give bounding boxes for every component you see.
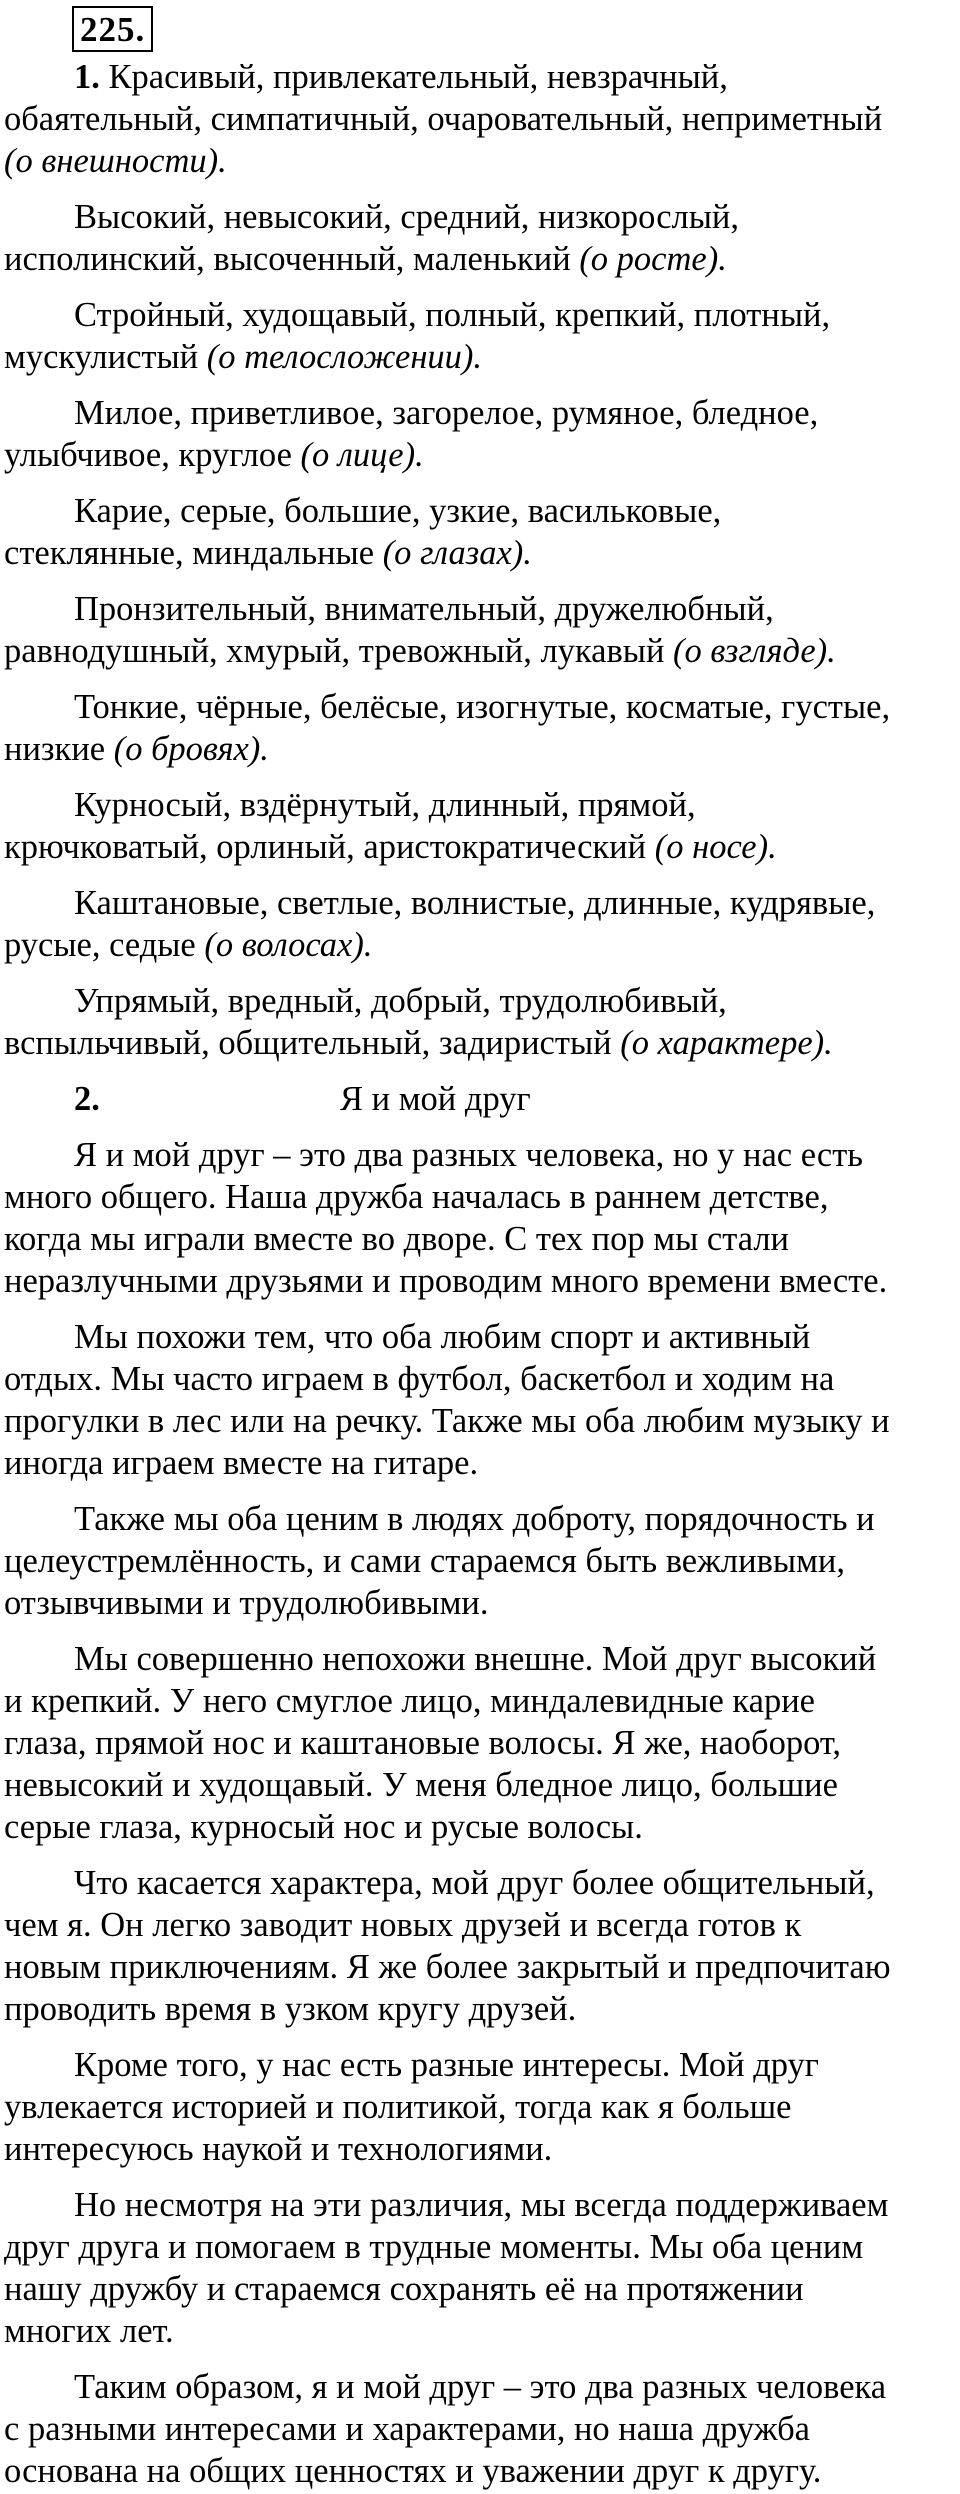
text-line: друг друга и помогаем в трудные моменты. Мы оба ценим [4, 2228, 864, 2266]
text-line: невысокий и худощавый. У меня бледное лицо, большие [4, 1766, 838, 1804]
essay-paragraph [0, 1862, 960, 2030]
text-line: 1. Красивый, привлекательный, невзрачный, [74, 58, 728, 96]
text-line: с разными интересами и характерами, но наша дружба [4, 2410, 810, 2448]
group-topic: (о росте). [579, 240, 727, 278]
text-line: много общего. Наша дружба началась в раннем детстве, [4, 1178, 829, 1216]
text-line: Также мы оба ценим в людях доброту, порядочность и [74, 1500, 875, 1538]
text-line: глаза, прямой нос и каштановые волосы. Я же, наоборот, [4, 1724, 841, 1762]
text-line: Упрямый, вредный, добрый, трудолюбивый, [74, 982, 727, 1020]
part-2-number: 2. [74, 1080, 100, 1118]
word-group [0, 784, 960, 868]
text-line: Я и мой друг – это два разных человека, но у нас есть [74, 1136, 864, 1174]
text-line: проводить время в узком кругу друзей. [4, 1990, 577, 2028]
text-line: отзывчивыми и трудолюбивыми. [4, 1584, 489, 1622]
text-line: равнодушный, хмурый, тревожный, лукавый (о взгляде). [4, 632, 836, 670]
essay-paragraph [0, 2366, 960, 2492]
text-line: когда мы играли вместе во дворе. С тех пор мы стали [4, 1220, 790, 1258]
text-line: многих лет. [4, 2312, 174, 2350]
group-topic: (о характере). [620, 1024, 833, 1062]
text-line: исполинский, высоченный, маленький (о росте). [4, 240, 727, 278]
essay-paragraph [0, 2044, 960, 2170]
text-line: крючковатый, орлиный, аристократический (о носе). [4, 828, 777, 866]
text-line: Карие, серые, большие, узкие, васильковые, [74, 492, 722, 530]
essay-paragraph [0, 1638, 960, 1848]
text-line: целеустремлённость, и сами стараемся быть вежливыми, [4, 1542, 846, 1580]
text-line: Мы совершенно непохожи внешне. Мой друг высокий [74, 1640, 877, 1678]
text-line: Милое, приветливое, загорелое, румяное, бледное, [74, 394, 819, 432]
essay-heading [0, 1078, 960, 1120]
text-line: увлекается историей и политикой, тогда как я больше [4, 2088, 792, 2126]
word-group [0, 490, 960, 574]
text-line: мускулистый (о телосложении). [4, 338, 483, 376]
essay-paragraph [0, 1134, 960, 1302]
text-line: и крепкий. У него смуглое лицо, миндалевидные карие [4, 1682, 815, 1720]
word-group [0, 686, 960, 770]
essay-paragraph [0, 1316, 960, 1484]
word-group [0, 294, 960, 378]
text-line: нашу дружбу и стараемся сохранять её на протяжении [4, 2270, 804, 2308]
text-line: Мы похожи тем, что оба любим спорт и активный [74, 1318, 811, 1356]
group-topic: (о волосах). [204, 926, 373, 964]
group-topic: (о телосложении). [206, 338, 483, 376]
part-1-number: 1. [74, 58, 109, 96]
word-group [0, 882, 960, 966]
text-line: низкие (о бровях). [4, 730, 269, 768]
text-line: неразлучными друзьями и проводим много времени вместе. [4, 1262, 888, 1300]
text-line: Стройный, худощавый, полный, крепкий, плотный, [74, 296, 831, 334]
word-group [0, 980, 960, 1064]
group-topic: (о лице). [300, 436, 424, 474]
word-group [0, 196, 960, 280]
essay-paragraph [0, 2184, 960, 2352]
text-line: интересуюсь наукой и технологиями. [4, 2130, 553, 2168]
exercise-number: 225. [72, 6, 153, 52]
text-line: стеклянные, миндальные (о глазах). [4, 534, 532, 572]
text-line: Каштановые, светлые, волнистые, длинные, кудрявые, [74, 884, 876, 922]
text-line: Но несмотря на эти различия, мы всегда поддерживаем [74, 2186, 889, 2224]
text-line: Пронзительный, внимательный, дружелюбный, [74, 590, 774, 628]
text-line: вспыльчивый, общительный, задиристый (о характере). [4, 1024, 833, 1062]
word-group [0, 588, 960, 672]
text-line [4, 140, 954, 182]
text-line: обаятельный, симпатичный, очаровательный, неприметный [4, 100, 883, 138]
group-topic: (о внешности). [4, 142, 227, 180]
text-line: Курносый, вздёрнутый, длинный, прямой, [74, 786, 696, 824]
group-topic: (о глазах). [382, 534, 532, 572]
text-line: серые глаза, курносый нос и русые волосы. [4, 1808, 643, 1846]
text-line: Что касается характера, мой друг более общительный, [74, 1864, 875, 1902]
group-topic: (о бровях). [113, 730, 269, 768]
text-line: улыбчивое, круглое (о лице). [4, 436, 424, 474]
text-line: русые, седые (о волосах). [4, 926, 373, 964]
part-2-essay [0, 1134, 960, 2492]
text-line: отдых. Мы часто играем в футбол, баскетбол и ходим на [4, 1360, 835, 1398]
part-1-word-groups [0, 56, 960, 1064]
text-line: иногда играем вместе на гитаре. [4, 1444, 479, 1482]
text-line: Тонкие, чёрные, белёсые, изогнутые, косматые, густые, [74, 688, 891, 726]
essay-title: Я и мой друг [340, 1080, 531, 1118]
word-group [0, 392, 960, 476]
text-line: Таким образом, я и мой друг – это два разных человека [74, 2368, 887, 2406]
text-line: Высокий, невысокий, средний, низкорослый, [74, 198, 740, 236]
text-line: основана на общих ценностях и уважении друг к другу. [4, 2452, 822, 2490]
text-line: Кроме того, у нас есть разные интересы. Мой друг [74, 2046, 819, 2084]
text-line: новым приключениям. Я же более закрытый и предпочитаю [4, 1948, 891, 1986]
essay-paragraph [0, 1498, 960, 1624]
text-line: прогулки в лес или на речку. Также мы оба любим музыку и [4, 1402, 890, 1440]
group-topic: (о носе). [654, 828, 777, 866]
group-topic: (о взгляде). [673, 632, 836, 670]
text-line: чем я. Он легко заводит новых друзей и всегда готов к [4, 1906, 802, 1944]
word-group [0, 56, 960, 182]
